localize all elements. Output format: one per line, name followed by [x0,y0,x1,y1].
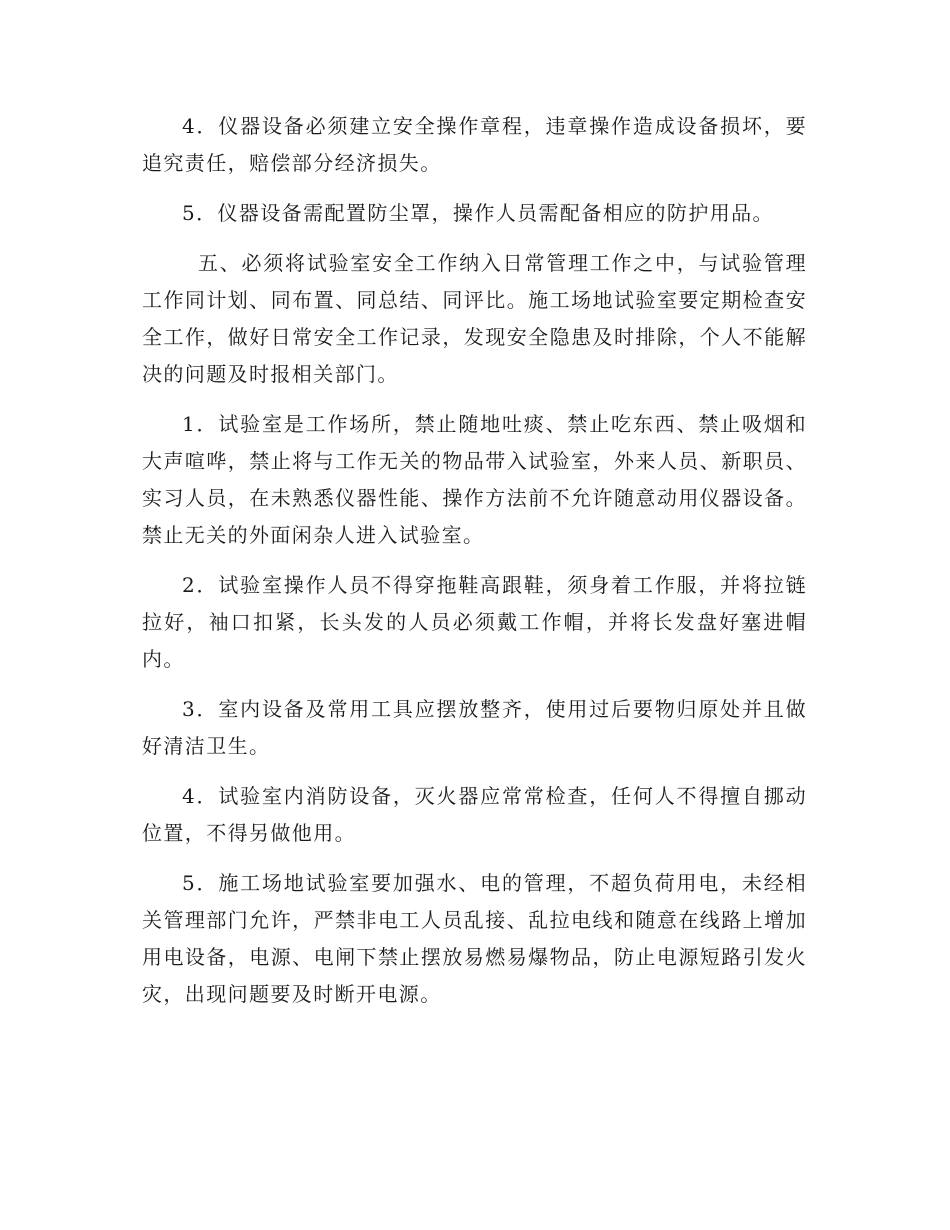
paragraph-item-4-fire-equipment: 4．试验室内消防设备，灭火器应常常检查，任何人不得擅自挪动位置，不得另做他用。 [142,784,807,845]
paragraph-item-5-dust-covers: 5．仪器设备需配置防尘罩，操作人员需配备相应的防护用品。 [182,201,774,225]
paragraph-item-2-dress-code: 2．试验室操作人员不得穿拖鞋高跟鞋，须身着工作服，并将拉链拉好，袖口扣紧，长头发的人员必须戴工作帽，并将长发盘好塞进帽内。 [142,573,807,671]
paragraph-section-5-safety-management: 五、必须将试验室安全工作纳入日常管理工作之中，与试验管理工作同计划、同布置、同总结、同评比。施工场地试验室要定期检查安全工作，做好日常安全工作记录，发现安全隐患及时排除，个人不能解决的问题及时报相关部门。 [142,251,807,386]
paragraph-item-3-equipment-tidiness: 3．室内设备及常用工具应摆放整齐，使用过后要物归原处并且做好清洁卫生。 [142,697,807,758]
paragraph-item-4-equipment-rules: 4．仪器设备必须建立安全操作章程，违章操作造成设备损坏，要追究责任，赔偿部分经济损失。 [142,114,807,175]
document-body [142,108,807,1026]
paragraph-item-5-electricity-management: 5．施工场地试验室要加强水、电的管理，不超负荷用电，未经相关管理部门允许，严禁非电工人员乱接、乱拉电线和随意在线路上增加用电设备，电源、电闸下禁止摆放易燃易爆物品，防止电源短路引发火灾，出现问题要及时断开电源。 [142,871,807,1006]
paragraph-item-1-workplace-rules: 1．试验室是工作场所，禁止随地吐痰、禁止吃东西、禁止吸烟和大声喧哗，禁止将与工作无关的物品带入试验室，外来人员、新职员、实习人员，在未熟悉仪器性能、操作方法前不允许随意动用仪器设备。禁止无关的外面闲杂人进入试验室。 [142,412,807,547]
